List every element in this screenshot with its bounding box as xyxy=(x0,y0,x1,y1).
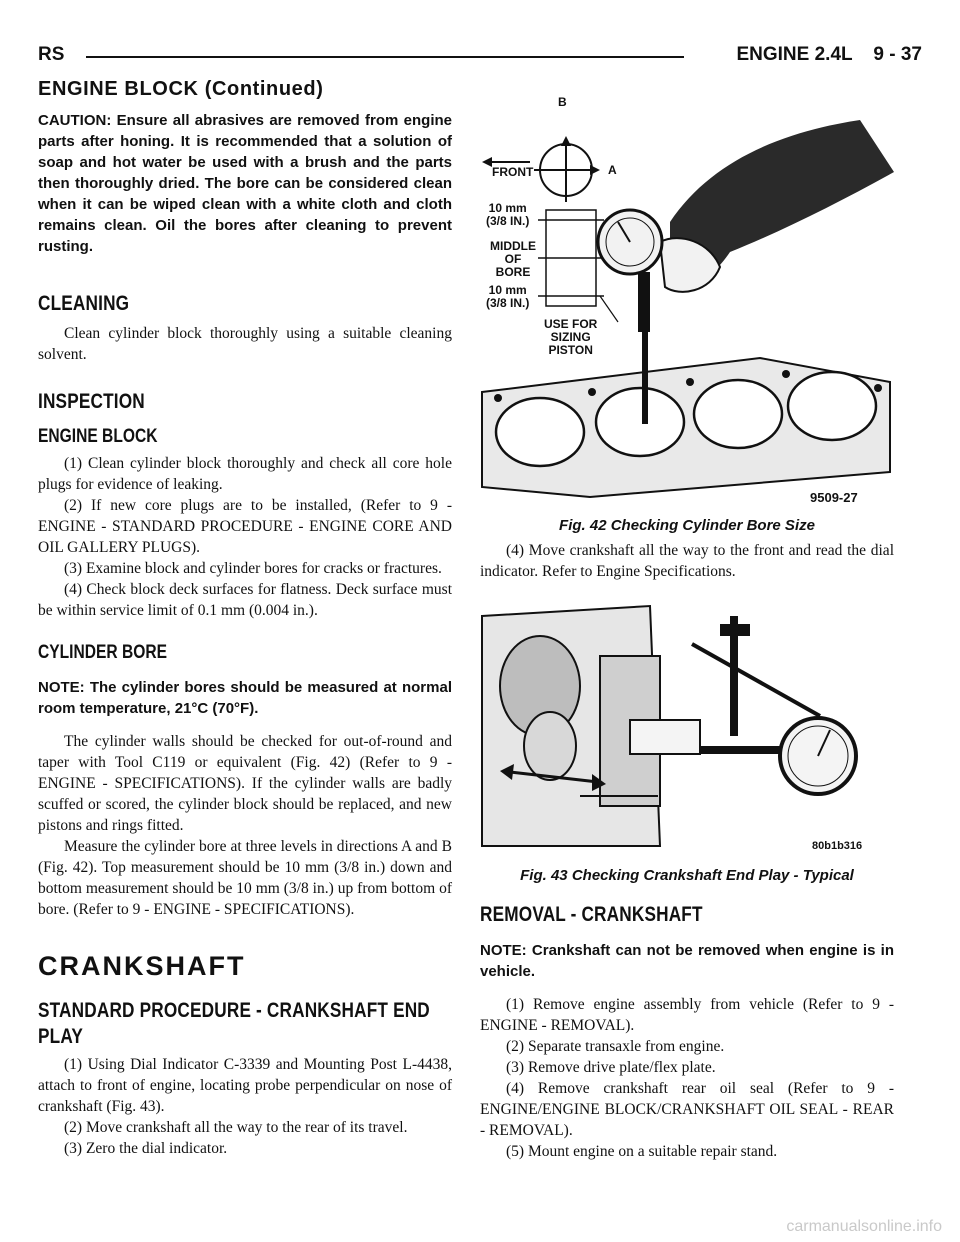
figure-43 xyxy=(480,596,894,856)
cylinder-bore-heading: CYLINDER BORE xyxy=(38,642,167,663)
removal-step-2: (2) Separate transaxle from engine. xyxy=(506,1038,725,1055)
standard-procedure-step-2: (2) Move crankshaft all the way to the rear of its travel. xyxy=(64,1119,408,1136)
cylinder-bore-note: NOTE: The cylinder bores should be measured at normal room temperature, 21°C (70°F). xyxy=(38,679,452,717)
removal-crankshaft-heading: REMOVAL - CRANKSHAFT xyxy=(480,903,703,926)
standard-procedure-heading: STANDARD PROCEDURE - CRANKSHAFT END PLAY xyxy=(38,999,430,1048)
engine-block-step-1: (1) Clean cylinder block thoroughly and check all core hole plugs for evidence of leaking. xyxy=(38,455,452,493)
label-bottom-10mm: 10 mm (3/8 IN.) xyxy=(486,283,530,310)
figure-42-caption: Fig. 42 Checking Cylinder Bore Size xyxy=(559,517,815,534)
engine-block-step-3: (3) Examine block and cylinder bores for cracks or fractures. xyxy=(64,560,442,577)
removal-step-4: (4) Remove crankshaft rear oil seal (Refer to 9 - ENGINE/ENGINE BLOCK/CRANKSHAFT OIL SEAL - REAR - REMOVAL). xyxy=(480,1080,894,1139)
watermark: carmanualsonline.info xyxy=(786,1218,942,1235)
label-front: FRONT xyxy=(492,165,534,179)
crankshaft-heading: CRANKSHAFT xyxy=(38,951,246,981)
figure-43-code: 80b1b316 xyxy=(812,840,863,852)
standard-procedure-step-4: (4) Move crankshaft all the way to the front and read the dial indicator. Refer to Engine Specifications. xyxy=(480,542,894,580)
cylinder-bore-paragraph-2: Measure the cylinder bore at three levels in directions A and B (Fig. 42). Top measurement should be 10 mm (3/8 in.) down and bottom measurement should be 10 mm (3/8 in.) up from bottom of bore. (Refer to 9 - ENGINE - SPECIFICATIONS). xyxy=(38,838,452,918)
label-a: A xyxy=(608,163,617,177)
standard-procedure-step-3: (3) Zero the dial indicator. xyxy=(64,1140,228,1157)
label-top-10mm: 10 mm (3/8 IN.) xyxy=(486,201,530,228)
figure-42-code: 9509-27 xyxy=(810,490,858,505)
cylinder-bore-paragraph-1: The cylinder walls should be checked for out-of-round and taper with Tool C119 or equivalent (Fig. 42) (Refer to 9 - ENGINE - SPECIFICATIONS). If the cylinder walls are badly scuffed or scored, the cylinder block should be replaced, and new pistons and rings fitted. xyxy=(38,733,452,834)
manual-code: RS xyxy=(38,44,65,65)
engine-block-step-4: (4) Check block deck surfaces for flatness. Deck surface must be within service limit of 0.1 mm (0.004 in.). xyxy=(38,581,452,619)
right-column xyxy=(480,92,894,1162)
left-column xyxy=(38,110,452,1159)
engine-block-heading: ENGINE BLOCK xyxy=(38,426,158,447)
continued-heading: ENGINE BLOCK (Continued) xyxy=(38,78,324,100)
crankshaft-end-play-illustration xyxy=(480,596,894,856)
removal-step-3: (3) Remove drive plate/flex plate. xyxy=(506,1059,716,1076)
figure-43-caption: Fig. 43 Checking Crankshaft End Play - Typical xyxy=(520,867,854,884)
label-b: B xyxy=(558,95,567,109)
label-middle-of-bore: MIDDLE OF BORE xyxy=(490,239,536,279)
label-use-for-sizing-piston: USE FOR SIZING PISTON xyxy=(544,317,598,357)
page-header xyxy=(38,44,922,74)
removal-step-1: (1) Remove engine assembly from vehicle (Refer to 9 - ENGINE - REMOVAL). xyxy=(480,996,894,1034)
section-page-number: ENGINE 2.4L 9 - 37 xyxy=(736,44,922,65)
standard-procedure-step-1: (1) Using Dial Indicator C-3339 and Mounting Post L-4438, attach to front of engine, locating probe perpendicular on nose of crankshaft (Fig. 43). xyxy=(38,1056,452,1115)
header-rule xyxy=(86,56,684,58)
engine-block-step-2: (2) If new core plugs are to be installed, (Refer to 9 - ENGINE - STANDARD PROCEDURE - ENGINE CORE AND OIL GALLERY PLUGS). xyxy=(38,497,452,556)
figure-42 xyxy=(480,92,894,505)
cylinder-bore-illustration xyxy=(480,92,894,502)
removal-step-5: (5) Mount engine on a suitable repair stand. xyxy=(506,1143,778,1160)
removal-note: NOTE: Crankshaft can not be removed when engine is in vehicle. xyxy=(480,942,894,980)
caution-paragraph: CAUTION: Ensure all abrasives are removed from engine parts after honing. It is recommended that a solution of soap and hot water be used with a brush and the parts then thoroughly dried. The bore can be considered clean when it can be wiped clean with a white cloth and cloth remains clean. Oil the bores after cleaning to prevent rusting. xyxy=(38,112,452,255)
inspection-heading: INSPECTION xyxy=(38,390,145,413)
cleaning-text: Clean cylinder block thoroughly using a suitable cleaning solvent. xyxy=(38,325,452,363)
cleaning-heading: CLEANING xyxy=(38,292,130,315)
